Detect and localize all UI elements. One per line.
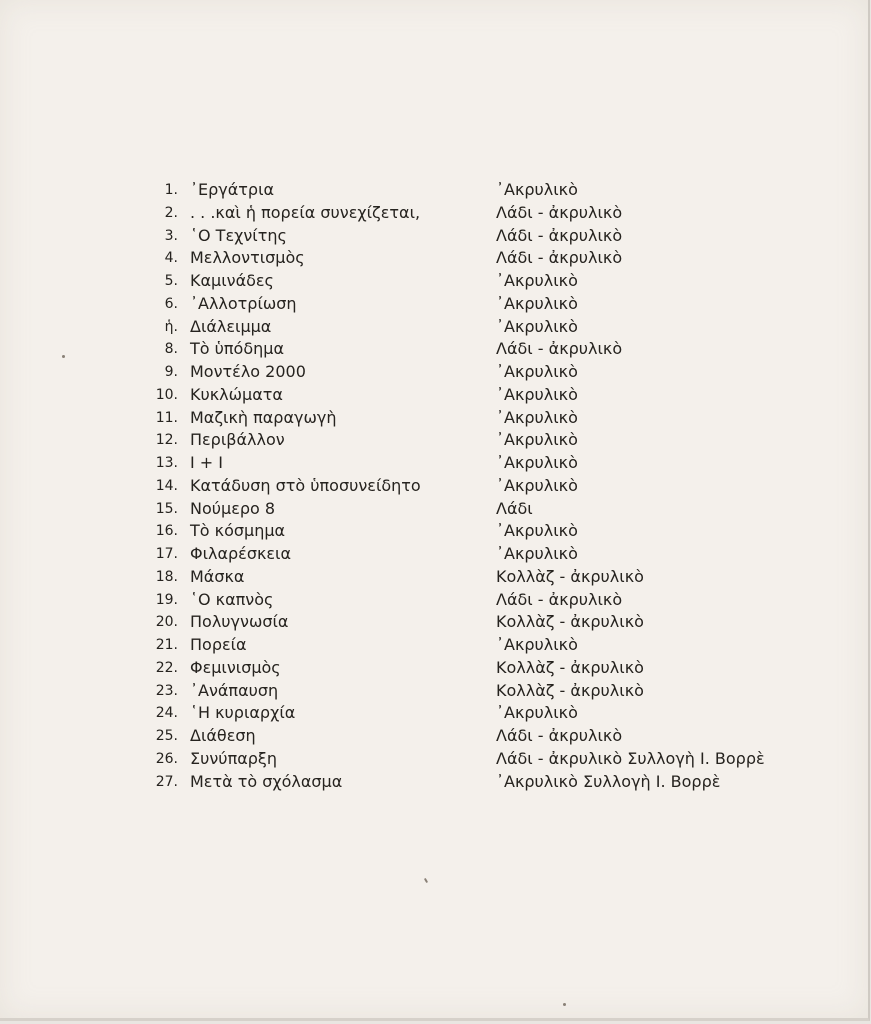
artwork-title: Διάλειμμα <box>190 316 272 336</box>
paper-speck <box>424 878 428 883</box>
artwork-medium: Λάδι <box>496 498 533 518</box>
artwork-number: 12. <box>155 432 178 449</box>
artwork-number: 24. <box>155 705 178 722</box>
artwork-medium: Λάδι - ἀκρυλικὸ <box>496 202 623 222</box>
artwork-number: 10. <box>155 386 178 403</box>
artwork-medium: ᾿Ακρυλικὸ <box>496 475 578 495</box>
artwork-title: ῾Ο Τεχνίτης <box>190 225 287 245</box>
artwork-number: 17. <box>155 546 178 562</box>
artwork-medium: ᾿Ακρυλικὸ <box>496 521 578 541</box>
artwork-title: Συνύπαρξη <box>190 748 277 768</box>
artwork-title: Διάθεση <box>190 726 256 745</box>
artwork-number: 11. <box>155 409 178 426</box>
artwork-title: ᾿Αλλοτρίωση <box>190 293 297 313</box>
artwork-medium: ᾿Ακρυλικὸ <box>496 407 578 427</box>
artwork-medium: Λάδι - ἀκρυλικὸ <box>496 726 623 745</box>
artwork-title: ᾿Εργάτρια <box>190 180 275 199</box>
artwork-medium: ᾿Ακρυλικὸ <box>496 271 578 290</box>
artwork-medium: Λάδι - ἀκρυλικὸ <box>496 589 623 609</box>
artwork-medium: Λάδι - ἀκρυλικὸ <box>496 248 623 268</box>
artwork-title: Φιλαρέσκεια <box>190 544 292 563</box>
artwork-medium: Κολλὰζ - ἀκρυλικὸ <box>496 680 644 700</box>
artwork-medium: ᾿Ακρυλικὸ <box>496 362 578 381</box>
artwork-number: 4. <box>164 250 178 267</box>
artwork-number: 19. <box>155 591 178 608</box>
artwork-medium: Κολλὰζ - ἀκρυλικὸ <box>496 566 644 586</box>
artwork-title: Περιβάλλον <box>190 430 285 450</box>
artwork-number: 14. <box>155 477 178 494</box>
artwork-number: 25. <box>155 728 178 744</box>
artwork-title: Πολυγνωσία <box>190 612 289 632</box>
artwork-number: 22. <box>155 659 178 676</box>
artwork-title: . . .καὶ ἡ πορεία συνεχίζεται, <box>190 202 421 222</box>
artwork-title: Μετὰ τὸ σχόλασμα <box>190 771 343 791</box>
artwork-title: Καμινάδες <box>190 271 274 290</box>
artwork-title: Κυκλώματα <box>190 384 283 404</box>
artwork-number: 27. <box>155 773 178 790</box>
artwork-medium: ᾿Ακρυλικὸ <box>496 453 578 472</box>
artwork-number: 8. <box>164 341 178 358</box>
artwork-medium: Κολλὰζ - ἀκρυλικὸ <box>496 612 644 632</box>
artwork-number: 20. <box>155 614 178 631</box>
artwork-title: Τὸ κόσμημα <box>190 521 286 541</box>
artwork-medium: Λάδι - ἀκρυλικὸ <box>496 225 623 245</box>
artwork-number: 13. <box>155 455 178 471</box>
artwork-title: Ι + Ι <box>190 453 224 472</box>
paper-speck <box>62 355 65 358</box>
artwork-medium: ᾿Ακρυλικὸ <box>496 316 578 336</box>
artwork-title: Κατάδυση στὸ ὑποσυνείδητο <box>190 475 421 495</box>
artwork-medium: ᾿Ακρυλικὸ <box>496 703 578 723</box>
artwork-medium: Λάδι - ἀκρυλικὸ Συλλογὴ Ι. Βορρὲ <box>496 748 765 768</box>
artwork-number: 26. <box>155 750 178 767</box>
artwork-medium: ᾿Ακρυλικὸ Συλλογὴ Ι. Βορρὲ <box>496 771 721 791</box>
artwork-title: Νούμερο 8 <box>190 498 276 518</box>
artwork-number: ἡ. <box>164 318 178 335</box>
artwork-medium: ᾿Ακρυλικὸ <box>496 293 578 313</box>
artwork-title: Τὸ ὑπόδημα <box>190 339 284 359</box>
artwork-title: Μελλοντισμὸς <box>190 248 305 268</box>
artwork-number: 23. <box>155 682 178 699</box>
artwork-medium: ᾿Ακρυλικὸ <box>496 180 578 199</box>
artwork-medium: ᾿Ακρυλικὸ <box>496 430 578 450</box>
artwork-title: Φεμινισμὸς <box>190 657 281 677</box>
artwork-title: Μαζικὴ παραγωγὴ <box>190 407 337 427</box>
artwork-title: ῾Η κυριαρχία <box>190 703 296 723</box>
artwork-number: 5. <box>164 273 178 289</box>
artwork-medium: ᾿Ακρυλικὸ <box>496 544 578 563</box>
artwork-number: 18. <box>155 568 178 585</box>
artwork-title: ᾿Ανάπαυση <box>190 680 279 700</box>
artwork-number: 15. <box>155 500 178 517</box>
artwork-medium: Λάδι - ἀκρυλικὸ <box>496 339 623 359</box>
artwork-title: Μάσκα <box>190 566 245 586</box>
artwork-title: Πορεία <box>190 635 247 654</box>
artwork-medium: ᾿Ακρυλικὸ <box>496 384 578 404</box>
artwork-number: 16. <box>155 523 178 540</box>
paper-speck <box>563 1003 566 1006</box>
artwork-medium: ᾿Ακρυλικὸ <box>496 635 578 654</box>
artwork-medium: Κολλὰζ - ἀκρυλικὸ <box>496 657 644 677</box>
artwork-title: Μοντέλο 2000 <box>190 362 306 381</box>
artwork-number: 2. <box>164 204 178 221</box>
artwork-title: ῾Ο καπνὸς <box>190 589 274 609</box>
artwork-number: 6. <box>164 295 178 312</box>
artwork-number: 21. <box>155 637 178 653</box>
artwork-number: 3. <box>164 227 178 244</box>
artwork-number: 1. <box>164 182 178 198</box>
artwork-number: 9. <box>164 364 178 380</box>
